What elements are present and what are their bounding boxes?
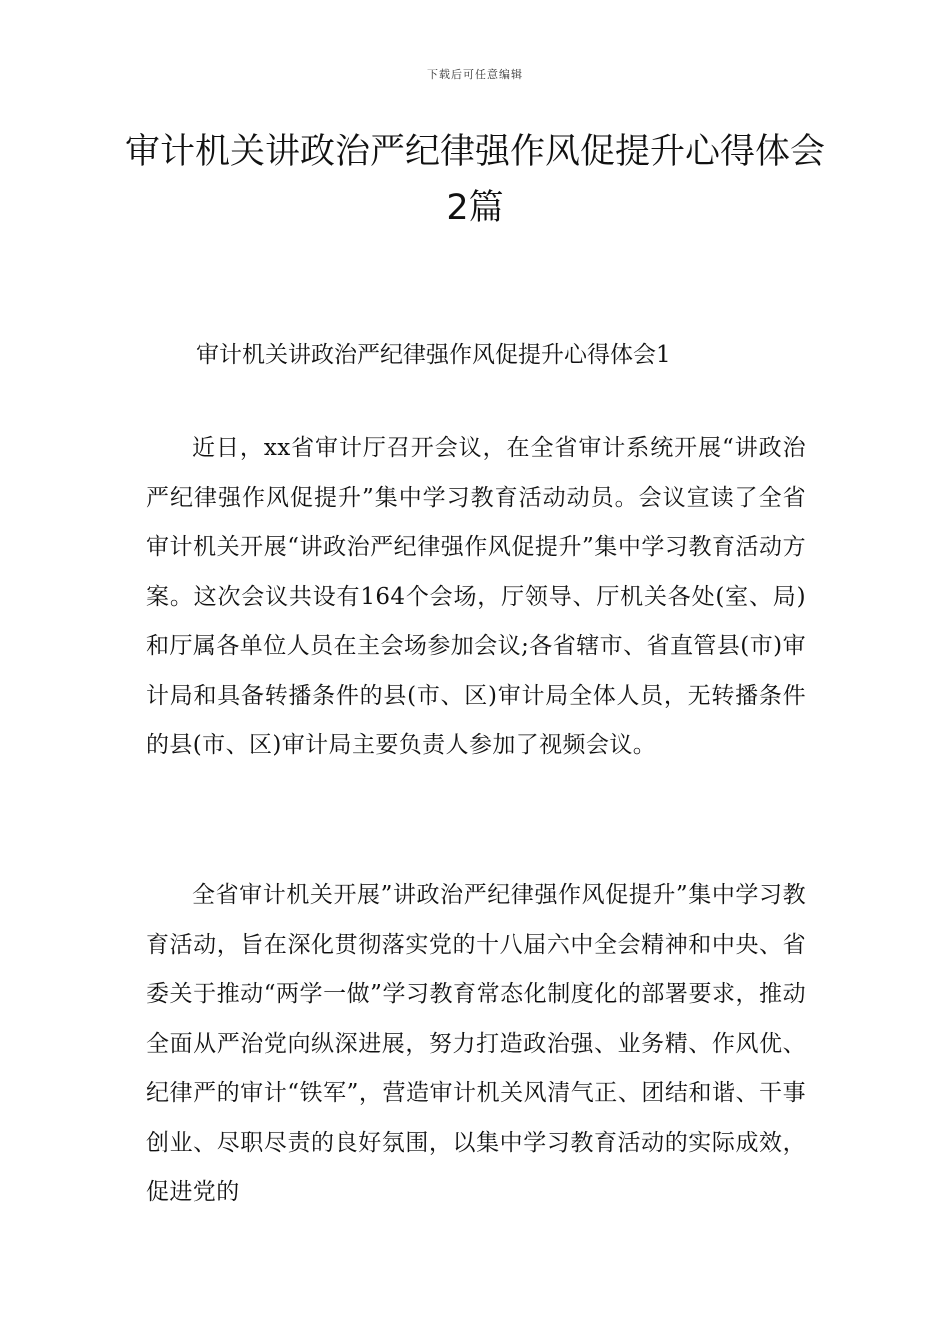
document-title: 审计机关讲政治严纪律强作风促提升心得体会2篇 (124, 132, 825, 228)
body-paragraph-2: 全省审计机关开展”讲政治严纪律强作风促提升”集中学习教育活动，旨在深化贯彻落实党的十八届六中全会精神和中央、省委关于推动“两学一做”学习教育常态化制度化的部署要求，推动全面从严治党向纵深进展，努力打造政治强、业务精、作风优、纪律严的审计“铁军”，营造审计机关风清气正、团结和谐、干事创业、尽职尽责的良好氛围，以集中学习教育活动的实际成效，促进党的 (146, 882, 806, 1205)
section-title: 审计机关讲政治严纪律强作风促提升心得体会1 (196, 342, 671, 368)
header-note: 下载后可任意编辑 (427, 68, 523, 81)
body-paragraph-1: 近日，xx省审计厅召开会议，在全省审计系统开展“讲政治严纪律强作风促提升”集中学习教育活动动员。会议宣读了全省审计机关开展“讲政治严纪律强作风促提升”集中学习教育活动方案。这次会议共设有164个会场，厅领导、厅机关各处(室、局)和厅属各单位人员在主会场参加会议;各省辖市、省直管县(市)审计局和具备转播条件的县(市、区)审计局全体人员，无转播条件的县(市、区)审计局主要负责人参加了视频会议。 (146, 435, 806, 758)
